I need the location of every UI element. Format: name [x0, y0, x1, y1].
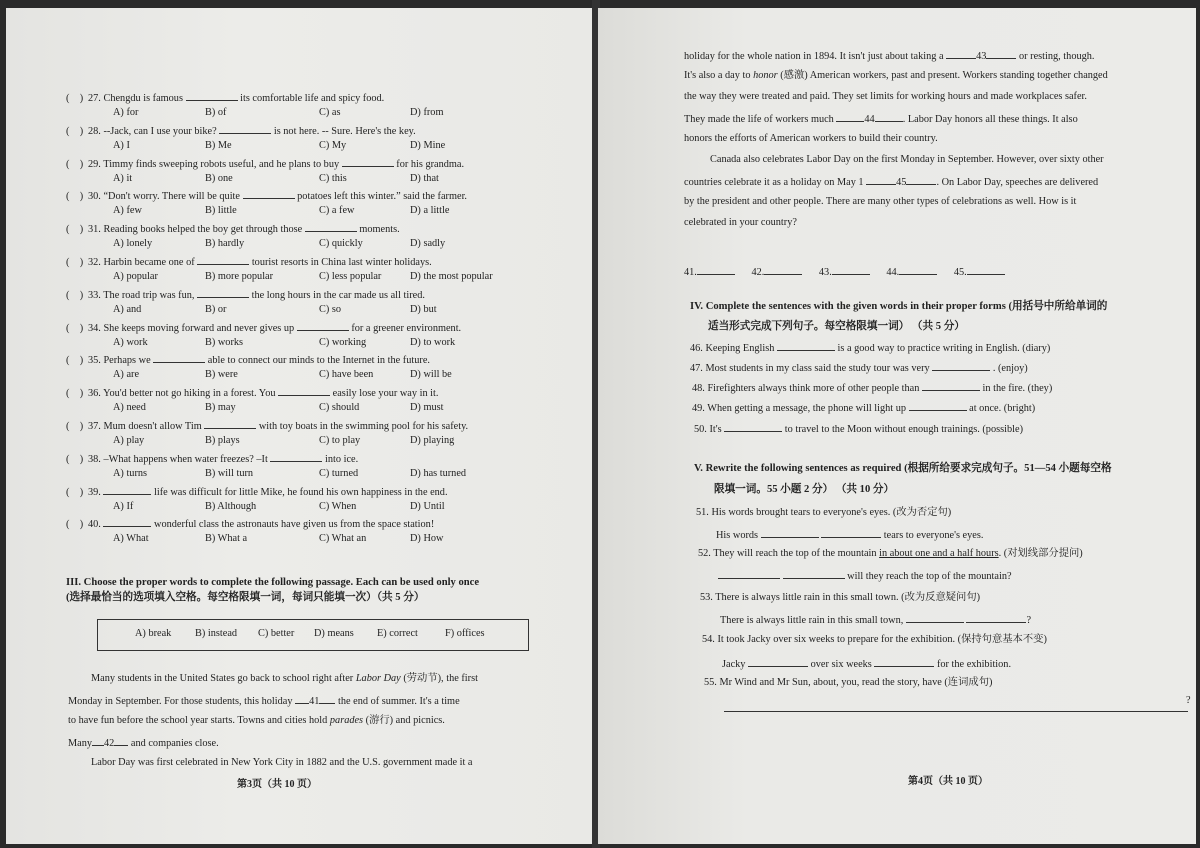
answer-paren[interactable]: ( )	[66, 191, 84, 202]
option-34-c[interactable]: C) working	[319, 337, 367, 348]
passage-line: honors the efforts of American workers to build their country.	[684, 133, 938, 144]
option-31-c[interactable]: C) quickly	[319, 238, 363, 249]
option-33-d[interactable]: D) but	[410, 304, 437, 315]
section-5-title: V. Rewrite the following sentences as required (根据所给要求完成句子。51—54 小题每空格	[694, 463, 1112, 474]
section-5-instruction: 限填一词。55 小题 2 分） （共 10 分）	[714, 484, 895, 495]
word-option: E) correct	[377, 628, 418, 639]
word-bank-box	[97, 619, 529, 651]
answer-blank[interactable]	[899, 264, 937, 275]
answer-paren[interactable]: ( )	[66, 323, 84, 334]
answer-blank[interactable]	[783, 568, 845, 579]
exam-page-4	[598, 8, 1196, 844]
word-option: F) offices	[445, 628, 485, 639]
option-28-c[interactable]: C) My	[319, 140, 347, 151]
answer-blank[interactable]	[966, 612, 1026, 623]
answer-paren[interactable]: ( )	[66, 257, 84, 268]
passage-line: the way they were treated and paid. They set limits for working hours and made workplaces safer.	[684, 91, 1087, 102]
option-27-a[interactable]: A) for	[113, 107, 139, 118]
blank-45: 45	[896, 177, 907, 188]
answer-blank[interactable]	[764, 264, 802, 275]
question-37: ( ) 37. Mum doesn't allow Tim with toy boats in the swimming pool for his safety.	[66, 418, 468, 433]
option-29-b[interactable]: B) one	[205, 173, 233, 184]
word-option: B) instead	[195, 628, 238, 639]
option-38-b[interactable]: B) will turn	[205, 468, 254, 479]
option-30-d[interactable]: D) a little	[410, 205, 450, 216]
blank-41: 41	[309, 696, 320, 707]
rewrite-55: 55. Mr Wind and Mr Sun, about, you, read the story, have (连词成句)	[704, 677, 993, 688]
answer-paren[interactable]: ( )	[66, 519, 84, 530]
blank-44: 44	[864, 114, 875, 125]
option-40-c[interactable]: C) What an	[319, 533, 367, 544]
passage-line: holiday for the whole nation in 1894. It isn't just about taking a 43 or resting, though.	[684, 48, 1095, 63]
answer-paren[interactable]: ( )	[66, 454, 84, 465]
passage-line: Many 42 and companies close.	[68, 735, 219, 750]
question-31: ( ) 31. Reading books helped the boy get through those moments.	[66, 221, 400, 236]
answer-blank[interactable]	[932, 360, 990, 371]
question-mark: ?	[1186, 695, 1191, 706]
option-37-d[interactable]: D) playing	[410, 435, 455, 446]
question-32: ( ) 32. Harbin became one of tourist resorts in China last winter holidays.	[66, 254, 432, 269]
option-35-b[interactable]: B) were	[205, 369, 238, 380]
rewrite-54: 54. It took Jacky over six weeks to prepare for the exhibition. (保持句意基本不变)	[702, 634, 1047, 645]
option-40-a[interactable]: A) What	[113, 533, 149, 544]
passage-line: Many students in the United States go back to school right after Labor Day (劳动节), the first	[91, 673, 478, 684]
answer-blank[interactable]	[724, 421, 782, 432]
rewrite-52: 52. They will reach the top of the mountain in about one and a half hours. (对划线部分提问)	[698, 548, 1083, 559]
answer-blank[interactable]	[697, 264, 735, 275]
rewrite-54-answer: Jacky over six weeks for the exhibition.	[722, 656, 1011, 671]
option-33-c[interactable]: C) so	[319, 304, 342, 315]
word-option: A) break	[135, 628, 172, 639]
option-34-d[interactable]: D) to work	[410, 337, 456, 348]
fill-item-46: 46. Keeping English is a good way to practice writing in English. (diary)	[690, 340, 1050, 355]
question-27: ( ) 27. Chengdu is famous its comfortable life and spicy food.	[66, 90, 384, 105]
answer-paren[interactable]: ( )	[66, 487, 84, 498]
answer-blank[interactable]	[761, 527, 819, 538]
blank-42: 42	[104, 738, 115, 749]
passage-line: to have fun before the school year starts. Towns and cities hold parades (游行) and picnics.	[68, 715, 445, 726]
option-34-a[interactable]: A) work	[113, 337, 148, 348]
option-30-b[interactable]: B) little	[205, 205, 237, 216]
passage-line: It's also a day to honor (感激) American workers, past and present. Workers standing together changed	[684, 70, 1108, 81]
option-40-d[interactable]: D) How	[410, 533, 444, 544]
option-32-b[interactable]: B) more popular	[205, 271, 274, 282]
question-29: ( ) 29. Timmy finds sweeping robots useful, and he plans to buy for his grandma.	[66, 156, 464, 171]
answer-blank[interactable]	[748, 656, 808, 667]
answer-blank[interactable]	[821, 527, 881, 538]
option-36-a[interactable]: A) need	[113, 402, 146, 413]
option-27-d[interactable]: D) from	[410, 107, 444, 118]
option-37-c[interactable]: C) to play	[319, 435, 361, 446]
question-33: ( ) 33. The road trip was fun, the long hours in the car made us all tired.	[66, 287, 425, 302]
option-31-b[interactable]: B) hardly	[205, 238, 245, 249]
option-38-c[interactable]: C) turned	[319, 468, 359, 479]
answer-paren[interactable]: ( )	[66, 290, 84, 301]
section-3-instruction: (选择最恰当的选项填入空格。每空格限填一词，每词只能填一次）（共 5 分）	[66, 592, 425, 603]
option-37-a[interactable]: A) play	[113, 435, 145, 446]
question-35: ( ) 35. Perhaps we able to connect our minds to the Internet in the future.	[66, 352, 430, 367]
question-28: ( ) 28. --Jack, can I use your bike? is not here. -- Sure. Here's the key.	[66, 123, 416, 138]
answer-blanks-row: 41. 42. 43. 44. 45.	[684, 264, 1005, 279]
option-27-c[interactable]: C) as	[319, 107, 341, 118]
fill-item-50: 50. It's to travel to the Moon without enough trainings. (possible)	[694, 421, 1023, 436]
rewrite-51-answer: His words tears to everyone's eyes.	[716, 527, 983, 542]
option-36-b[interactable]: B) may	[205, 402, 236, 413]
fill-item-47: 47. Most students in my class said the study tour was very . (enjoy)	[690, 360, 1028, 375]
answer-paren[interactable]: ( )	[66, 421, 84, 432]
blank-43: 43	[976, 51, 987, 62]
question-36: ( ) 36. You'd better not go hiking in a forest. You easily lose your way in it.	[66, 385, 438, 400]
answer-paren[interactable]: ( )	[66, 224, 84, 235]
answer-paren[interactable]: ( )	[66, 388, 84, 399]
answer-blank[interactable]	[874, 656, 934, 667]
question-30: ( ) 30. “Don't worry. There will be quite potatoes left this winter.” said the farmer.	[66, 188, 467, 203]
passage-line: Monday in September. For those students, this holiday 41 the end of summer. It's a time	[68, 693, 460, 708]
option-32-a[interactable]: A) popular	[113, 271, 158, 282]
rewrite-52-answer: will they reach the top of the mountain?	[718, 568, 1012, 583]
rewrite-53: 53. There is always little rain in this small town. (改为反意疑问句)	[700, 592, 981, 603]
option-34-b[interactable]: B) works	[205, 337, 244, 348]
question-40: ( ) 40. wonderful class the astronauts have given us from the space station!	[66, 516, 434, 531]
passage-line: They made the life of workers much 44 . Labor Day honors all these things. It also	[684, 111, 1078, 126]
option-39-c[interactable]: C) When	[319, 501, 357, 512]
page-number: 第4页（共 10 页）	[908, 776, 988, 787]
option-39-d[interactable]: D) Until	[410, 501, 445, 512]
option-33-b[interactable]: B) or	[205, 304, 227, 315]
option-36-d[interactable]: D) must	[410, 402, 444, 413]
option-30-a[interactable]: A) few	[113, 205, 142, 216]
option-39-b[interactable]: B) Although	[205, 501, 257, 512]
answer-blank[interactable]	[777, 340, 835, 351]
option-30-c[interactable]: C) a few	[319, 205, 355, 216]
question-39: ( ) 39. life was difficult for little Mike, he found his own happiness in the end.	[66, 484, 448, 499]
answer-paren[interactable]: ( )	[66, 126, 84, 137]
option-35-a[interactable]: A) are	[113, 369, 140, 380]
page-number: 第3页（共 10 页）	[237, 779, 317, 790]
word-option: C) better	[258, 628, 295, 639]
option-31-d[interactable]: D) sadly	[410, 238, 446, 249]
question-38: ( ) 38. –What happens when water freezes? –It into ice.	[66, 451, 358, 466]
exam-page-3	[6, 8, 594, 844]
option-32-c[interactable]: C) less popular	[319, 271, 382, 282]
option-28-d[interactable]: D) Mine	[410, 140, 446, 151]
answer-blank[interactable]	[922, 380, 980, 391]
passage-line: Labor Day was first celebrated in New York City in 1882 and the U.S. government made it a	[91, 757, 473, 768]
option-27-b[interactable]: B) of	[205, 107, 227, 118]
option-37-b[interactable]: B) plays	[205, 435, 240, 446]
answer-blank[interactable]	[832, 264, 870, 275]
option-35-c[interactable]: C) have been	[319, 369, 374, 380]
option-36-c[interactable]: C) should	[319, 402, 360, 413]
option-28-b[interactable]: B) Me	[205, 140, 232, 151]
option-39-a[interactable]: A) If	[113, 501, 134, 512]
passage-line: Canada also celebrates Labor Day on the first Monday in September. However, over sixty other	[710, 154, 1104, 165]
rewrite-55-answer-line[interactable]	[724, 711, 1188, 712]
passage-line: celebrated in your country?	[684, 217, 797, 228]
option-29-d[interactable]: D) that	[410, 173, 439, 184]
answer-paren[interactable]: ( )	[66, 93, 84, 104]
question-34: ( ) 34. She keeps moving forward and never gives up for a greener environment.	[66, 320, 461, 335]
fill-item-49: 49. When getting a message, the phone will light up at once. (bright)	[692, 400, 1035, 415]
option-29-c[interactable]: C) this	[319, 173, 347, 184]
option-35-d[interactable]: D) will be	[410, 369, 452, 380]
answer-paren[interactable]: ( )	[66, 159, 84, 170]
section-4-instruction: 适当形式完成下列句子。每空格限填一词） （共 5 分）	[708, 321, 965, 332]
option-29-a[interactable]: A) it	[113, 173, 133, 184]
answer-blank[interactable]	[718, 568, 780, 579]
option-40-b[interactable]: B) What a	[205, 533, 248, 544]
section-3-title: III. Choose the proper words to complete the following passage. Each can be used only once	[66, 577, 480, 588]
answer-paren[interactable]: ( )	[66, 355, 84, 366]
rewrite-51: 51. His words brought tears to everyone's eyes. (改为否定句)	[696, 507, 952, 518]
option-28-a[interactable]: A) I	[113, 140, 130, 151]
passage-line: countries celebrate it as a holiday on May 1 45 . On Labor Day, speeches are delivered	[684, 174, 1098, 189]
option-33-a[interactable]: A) and	[113, 304, 142, 315]
word-option: D) means	[314, 628, 354, 639]
section-4-title: IV. Complete the sentences with the given words in their proper forms (用括号中所给单词的	[690, 301, 1108, 312]
answer-blank[interactable]	[967, 264, 1005, 275]
option-38-a[interactable]: A) turns	[113, 468, 148, 479]
passage-line: by the president and other people. There are many other types of celebrations as well. How is it	[684, 196, 1077, 207]
answer-blank[interactable]	[909, 400, 967, 411]
fill-item-48: 48. Firefighters always think more of other people than in the fire. (they)	[692, 380, 1052, 395]
option-38-d[interactable]: D) has turned	[410, 468, 467, 479]
answer-blank[interactable]	[906, 612, 964, 623]
option-31-a[interactable]: A) lonely	[113, 238, 153, 249]
option-32-d[interactable]: D) the most popular	[410, 271, 493, 282]
rewrite-53-answer: There is always little rain in this small town, ?	[720, 612, 1031, 627]
